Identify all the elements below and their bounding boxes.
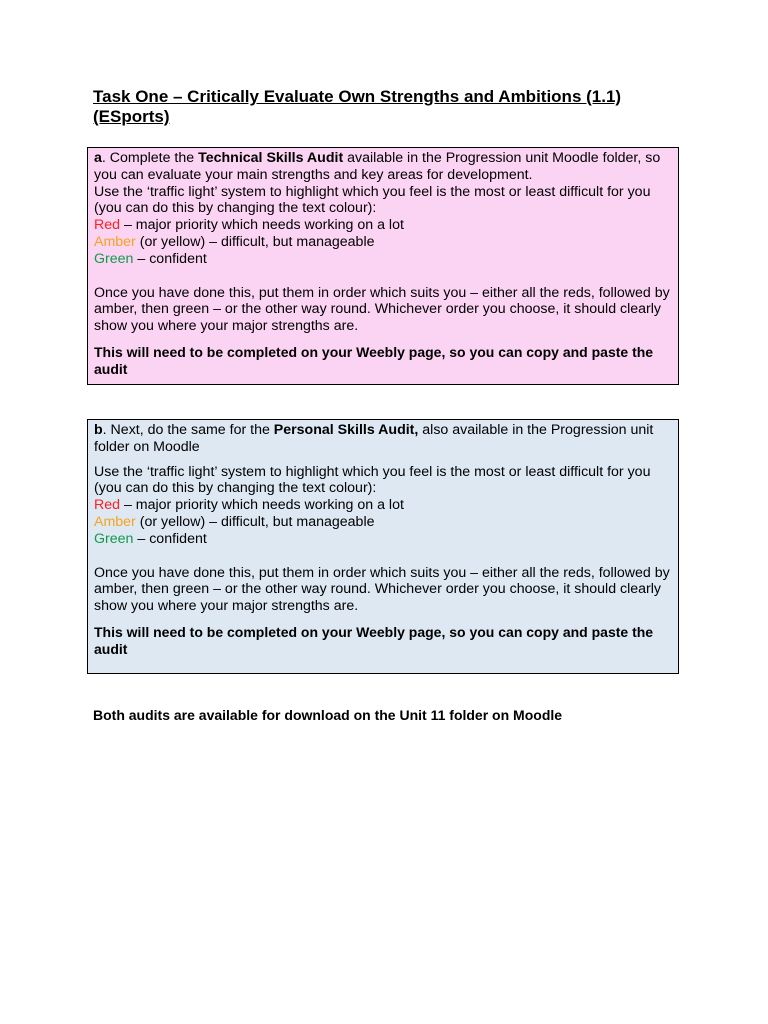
task-b-red-label: Red: [94, 497, 121, 514]
task-a-intro-2: available in the Progression unit Moodle folder, so you can evaluate your main strengths and key areas for development.: [94, 150, 661, 183]
task-a-green-line: [94, 251, 672, 268]
task-b-amber-text: (or yellow) – difficult, but manageable: [135, 513, 375, 530]
task-a-intro-1: . Complete the: [101, 150, 199, 166]
task-b-intro-2: also available in the Progression unit folder on Moodle: [94, 422, 654, 455]
task-a-letter: a: [94, 150, 102, 166]
task-b-amber-line: [94, 514, 672, 531]
task-b-audit-name: Personal Skills Audit,: [273, 422, 419, 438]
task-a-order-text: Once you have done this, put them in order which suits you – either all the reds, followed by amber, then green – or the other way round. Whichever order you choose, it should clearly show you where your major strengths are.: [94, 284, 670, 335]
footer-note: Both audits are available for download on the Unit 11 folder on Moodle: [93, 707, 563, 723]
task-b-green-line: [94, 531, 672, 548]
task-b-red-text: – major priority which needs working on a lot: [120, 497, 404, 514]
task-b-order-text: Once you have done this, put them in order which suits you – either all the reds, followed by amber, then green – or the other way round. Whichever order you choose, it should clearly show you where your major strengths are.: [94, 564, 670, 615]
task-a-red-line: [94, 217, 672, 234]
task-a-box: [87, 147, 679, 385]
task-a-amber-text: (or yellow) – difficult, but manageable: [135, 233, 375, 250]
task-b-letter: b: [94, 422, 103, 438]
task-a-audit-name: Technical Skills Audit: [198, 150, 344, 166]
task-b-traffic-text: Use the ‘traffic light’ system to highlight which you feel is the most or least difficult for you (you can do this by changing the text colour):: [94, 463, 651, 497]
task-a-intro: [94, 150, 672, 184]
task-a-amber-line: [94, 234, 672, 251]
task-b-intro-1: . Next, do the same for the: [102, 422, 274, 438]
task-a-red-text: – major priority which needs working on a lot: [120, 217, 404, 234]
task-b-note: This will need to be completed on your Weebly page, so you can copy and paste the audit: [94, 623, 654, 657]
task-b-amber-label: Amber: [94, 513, 136, 530]
task-a-red-label: Red: [94, 217, 121, 234]
task-b-green-label: Green: [94, 530, 134, 547]
task-a-amber-label: Amber: [94, 233, 136, 250]
task-a-traffic-text: Use the ‘traffic light’ system to highlight which you feel is the most or least difficult for you (you can do this by changing the text colour):: [94, 183, 651, 217]
task-b-red-line: [94, 497, 672, 514]
task-a-note: This will need to be completed on your Weebly page, so you can copy and paste the audit: [94, 343, 654, 377]
task-b-intro: [94, 422, 672, 456]
task-a-green-label: Green: [94, 250, 134, 267]
task-b-green-text: – confident: [133, 530, 207, 547]
page-title: Task One – Critically Evaluate Own Strengths and Ambitions (1.1) (ESports): [93, 87, 622, 126]
task-b-box: [87, 419, 679, 674]
task-a-green-text: – confident: [133, 250, 207, 267]
